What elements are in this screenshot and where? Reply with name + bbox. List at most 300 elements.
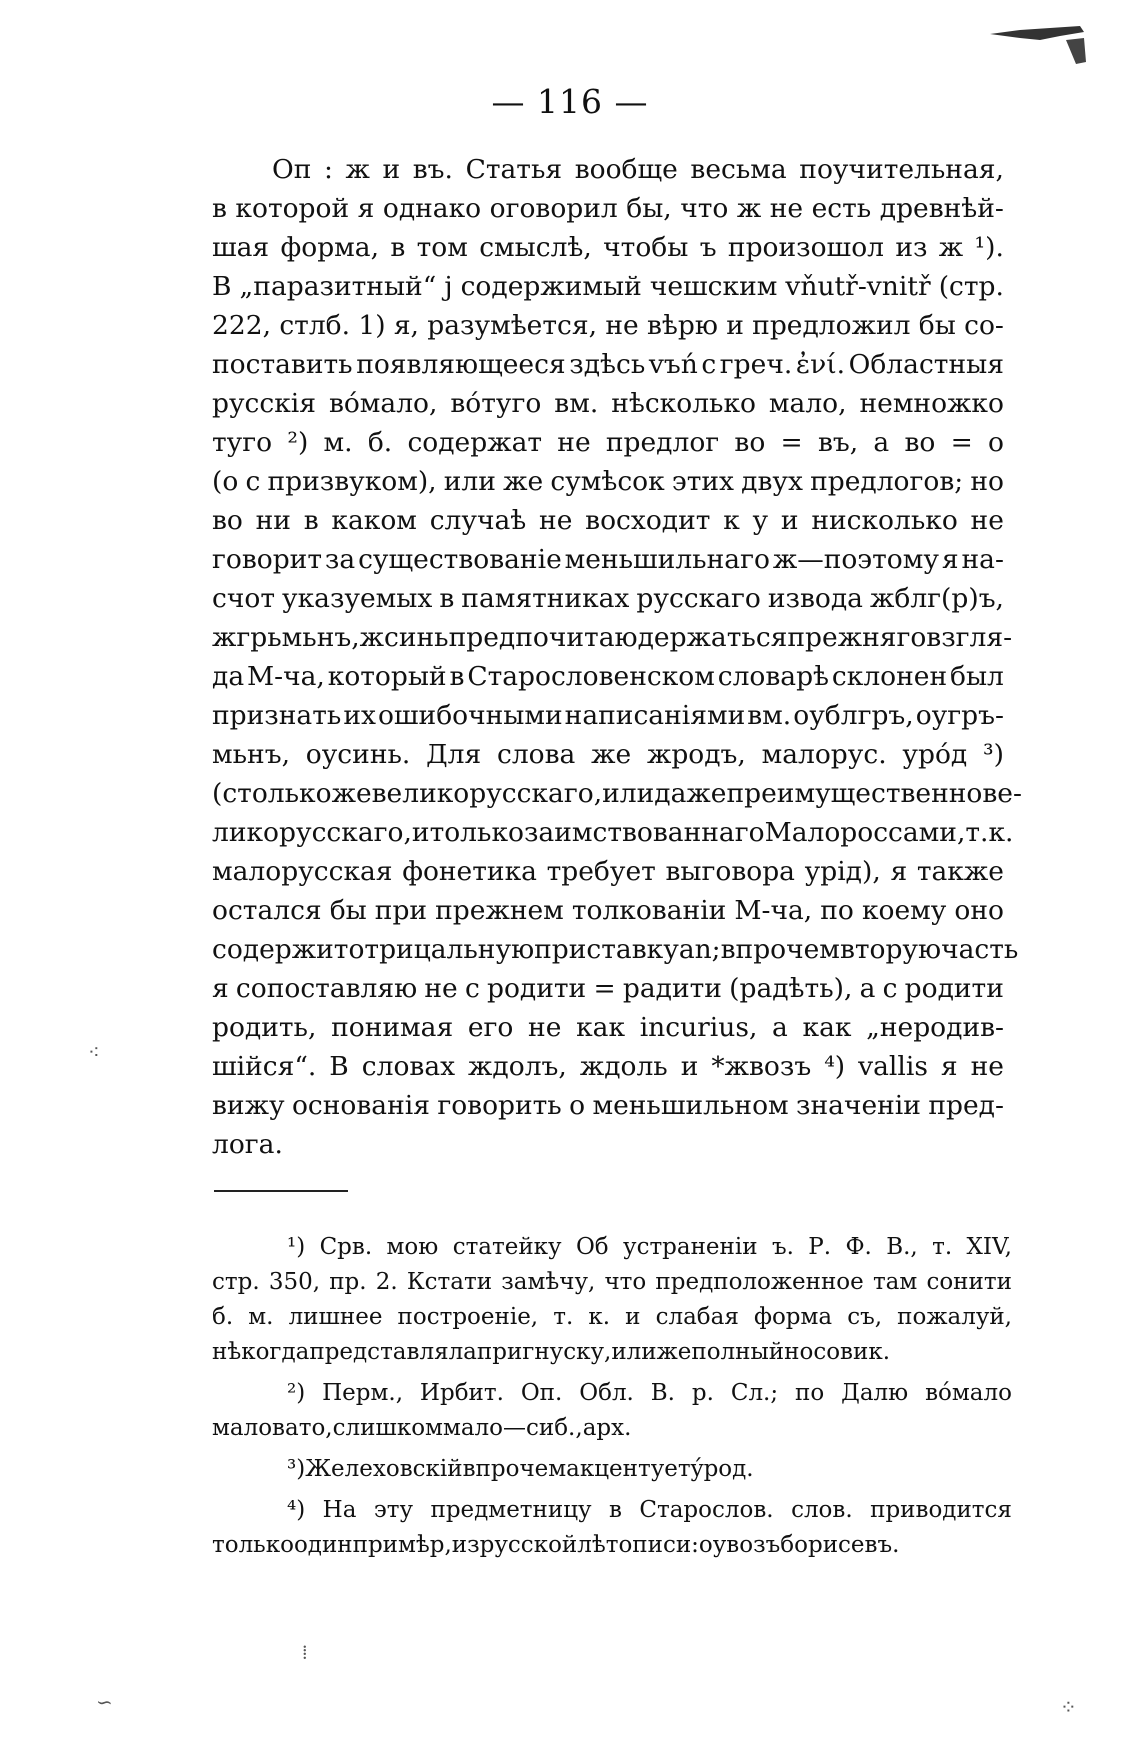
word: из xyxy=(895,232,928,263)
word: вѣрю xyxy=(646,310,718,341)
word: построеніе, xyxy=(397,1304,539,1330)
word: *жвозъ xyxy=(711,1051,812,1082)
word: акцентует xyxy=(566,1456,691,1482)
word: там xyxy=(872,1269,918,1295)
word: и xyxy=(382,154,401,185)
word: содержимый xyxy=(460,271,642,302)
word: двух xyxy=(741,466,803,497)
word: счот xyxy=(212,583,275,614)
word: к. xyxy=(588,1304,611,1330)
word: вм. xyxy=(554,388,599,419)
word: вм. xyxy=(747,700,792,731)
word: этих xyxy=(671,466,734,497)
text-line xyxy=(212,1125,1004,1164)
word: ²) xyxy=(287,427,309,458)
word: а xyxy=(873,427,890,458)
word: жблг(р)ъ, xyxy=(870,583,1004,614)
word: съ, xyxy=(847,1304,883,1330)
word: один xyxy=(293,1532,353,1558)
word: великорусскаго, xyxy=(371,778,603,809)
word: в xyxy=(608,1497,622,1523)
word: vallis xyxy=(858,1051,928,1082)
word: греч. xyxy=(719,349,793,380)
footnote-line xyxy=(212,1265,1012,1300)
word: предпочитаю xyxy=(448,622,638,653)
word: приводится xyxy=(870,1497,1012,1523)
word: б. xyxy=(212,1304,234,1330)
word: во xyxy=(212,505,243,536)
footnote xyxy=(212,1376,1012,1446)
word: слишком xyxy=(332,1415,443,1441)
footnote xyxy=(212,1493,1012,1563)
word: Р. xyxy=(808,1234,832,1260)
word: остался xyxy=(212,895,322,926)
footnote-line xyxy=(212,1376,1012,1411)
word: во xyxy=(904,427,936,458)
word: Сл.; xyxy=(730,1380,779,1406)
word: представляла xyxy=(309,1339,477,1365)
word: XIV, xyxy=(966,1234,1012,1260)
word: да xyxy=(212,661,245,692)
footnote-line xyxy=(212,1230,1012,1265)
word: ждоль xyxy=(579,1051,668,1082)
text-line xyxy=(212,150,1004,189)
word: мало, xyxy=(768,388,847,419)
footnote-line xyxy=(212,1452,1012,1487)
word: 222, xyxy=(212,310,272,341)
word: ἐνί. xyxy=(795,349,846,380)
text-line xyxy=(212,306,1004,345)
word: разумѣется, xyxy=(427,310,598,341)
word: приставку xyxy=(534,934,679,965)
word: но xyxy=(970,466,1004,497)
word: взгля- xyxy=(926,622,1013,653)
word: и xyxy=(780,505,799,536)
word: к. xyxy=(988,817,1014,848)
text-line xyxy=(212,1086,1004,1125)
text-line xyxy=(212,852,1004,891)
word: содержит xyxy=(212,934,349,965)
word: я xyxy=(357,193,375,224)
word: пригнуску, xyxy=(476,1339,612,1365)
word: шая xyxy=(212,232,270,263)
word: весьма xyxy=(690,154,787,185)
word: признать xyxy=(212,700,342,731)
word: мало xyxy=(442,1415,503,1441)
word: говорит xyxy=(212,544,322,575)
text-line xyxy=(212,462,1004,501)
word: однако xyxy=(382,193,482,224)
word: въ. xyxy=(412,154,453,185)
word: : xyxy=(323,154,333,185)
word: (радѣть), xyxy=(729,973,853,1004)
word: Областныя xyxy=(848,349,1004,380)
footnote-divider xyxy=(214,1190,348,1192)
word: не xyxy=(970,1051,1004,1082)
word: впрочем xyxy=(462,1456,567,1482)
word: бы xyxy=(918,310,956,341)
word: форма, xyxy=(280,232,379,263)
word: оно xyxy=(954,895,1004,926)
word: оублгръ, xyxy=(793,700,914,731)
text-line xyxy=(212,501,1004,540)
word: ж xyxy=(938,232,964,263)
text-line xyxy=(212,891,1004,930)
word: не xyxy=(769,193,804,224)
word: ве- xyxy=(982,778,1022,809)
word: родити xyxy=(904,973,1004,1004)
word: извода xyxy=(767,583,863,614)
word: (столько xyxy=(212,778,332,809)
word: предложил xyxy=(752,310,911,341)
word: на- xyxy=(961,544,1004,575)
word: с xyxy=(245,466,261,497)
scan-artifact-corner xyxy=(980,22,1090,67)
text-line xyxy=(212,618,1013,657)
word: словарѣ xyxy=(717,661,830,692)
word: Кстати xyxy=(406,1269,493,1295)
word: написаніями xyxy=(564,700,746,731)
word: русскія xyxy=(212,388,316,419)
word: заимствованнаго xyxy=(523,817,765,848)
word: вижу xyxy=(212,1090,285,1121)
word: сонити xyxy=(926,1269,1012,1295)
word: как xyxy=(802,1012,852,1043)
word: Статья xyxy=(465,154,563,185)
word: не xyxy=(539,505,573,536)
word: даже xyxy=(654,778,727,809)
word: лишнее xyxy=(288,1304,383,1330)
word: значеніи xyxy=(796,1090,921,1121)
word: по xyxy=(795,1380,825,1406)
footnote xyxy=(212,1452,1012,1487)
word: оувозъ xyxy=(698,1532,781,1558)
word: толкованіи xyxy=(571,895,727,926)
word: с xyxy=(464,973,480,1004)
word: ⁴) xyxy=(287,1497,306,1523)
word: ждолъ, xyxy=(468,1051,567,1082)
word: урід), xyxy=(804,856,881,887)
word: лога. xyxy=(212,1129,283,1160)
word: его xyxy=(467,1012,514,1043)
word: нѣкогда xyxy=(212,1339,310,1365)
word: что xyxy=(604,1269,647,1295)
word: родити xyxy=(487,973,587,1004)
text-line xyxy=(212,1008,1004,1047)
word: борисевъ. xyxy=(780,1532,900,1558)
word: ¹). xyxy=(974,232,1004,263)
word: слабая xyxy=(655,1304,739,1330)
word: поставить xyxy=(212,349,353,380)
word: вóмало, xyxy=(328,388,438,419)
word: есть xyxy=(811,193,872,224)
word: оусинь. xyxy=(305,739,411,770)
word: в xyxy=(212,193,227,224)
word: 350, xyxy=(268,1269,321,1295)
word: Старослов. xyxy=(639,1497,774,1523)
word: ж—поэтому xyxy=(772,544,939,575)
word: ³) xyxy=(287,1456,306,1482)
word: в xyxy=(449,661,465,692)
word: форма xyxy=(753,1304,833,1330)
word: коему xyxy=(861,895,947,926)
word: впрочем xyxy=(720,934,840,965)
word: не xyxy=(557,427,591,458)
word: incurius, xyxy=(639,1012,758,1043)
word: в xyxy=(439,583,455,614)
word: В xyxy=(329,1051,349,1082)
text-line xyxy=(212,696,1004,735)
word: Срв. xyxy=(319,1234,373,1260)
word: вообще xyxy=(574,154,678,185)
word: к xyxy=(723,505,740,536)
word: с xyxy=(701,349,717,380)
text-line xyxy=(212,579,1004,618)
word: урóд xyxy=(902,739,968,770)
word: я, xyxy=(393,310,419,341)
word: со- xyxy=(964,310,1004,341)
scan-speck: ∽ xyxy=(96,1690,113,1714)
footnote xyxy=(212,1230,1012,1370)
word: Малороссами, xyxy=(764,817,966,848)
text-line xyxy=(212,189,1004,228)
word: j xyxy=(444,271,453,302)
word: жгрьмьнъ, xyxy=(212,622,360,653)
word: „паразитный“ xyxy=(239,271,437,302)
word: я xyxy=(212,973,229,1004)
text-line xyxy=(212,384,1004,423)
word: vъń xyxy=(648,349,698,380)
word: т. xyxy=(553,1304,574,1330)
word: (о xyxy=(212,466,239,497)
word: замѣчу, xyxy=(501,1269,596,1295)
word: эту xyxy=(373,1497,414,1523)
word: арх. xyxy=(582,1415,632,1441)
word: содержат xyxy=(407,427,543,458)
word: а xyxy=(772,1012,788,1043)
word: (стр. xyxy=(938,271,1004,302)
word: = xyxy=(780,427,803,458)
word: Оп xyxy=(272,154,312,185)
word: бы xyxy=(329,895,367,926)
footnotes xyxy=(212,1230,1012,1569)
word: б. xyxy=(367,427,393,458)
word: каком xyxy=(331,505,417,536)
word: полный xyxy=(691,1339,785,1365)
word: по xyxy=(820,895,854,926)
scan-speck: ⁖ xyxy=(88,1040,100,1064)
word: не xyxy=(528,1012,562,1043)
word: В. xyxy=(650,1380,675,1406)
word: или xyxy=(602,778,655,809)
word: не xyxy=(970,505,1004,536)
word: В., xyxy=(886,1234,918,1260)
word: ликорусскаго, xyxy=(212,817,412,848)
word: ъ. xyxy=(771,1234,794,1260)
footnote-line xyxy=(212,1300,1012,1335)
word: я xyxy=(941,544,959,575)
word: Перм., xyxy=(322,1380,404,1406)
word: ⁴) xyxy=(824,1051,846,1082)
word: говорить xyxy=(437,1090,562,1121)
word: пр. xyxy=(329,1269,367,1295)
word: древнѣй- xyxy=(879,193,1004,224)
word: т. xyxy=(932,1234,953,1260)
word: м. xyxy=(323,427,353,458)
footnote-line xyxy=(212,1493,1012,1528)
word: радити xyxy=(622,973,722,1004)
word: за xyxy=(324,544,356,575)
word: вторую xyxy=(839,934,942,965)
word: р. xyxy=(691,1380,714,1406)
word: восходит xyxy=(585,505,711,536)
text-line xyxy=(212,1047,1004,1086)
word: не xyxy=(424,973,458,1004)
word: же xyxy=(331,778,372,809)
word: в xyxy=(390,232,406,263)
word: лѣтописи: xyxy=(577,1532,699,1558)
word: жродъ, xyxy=(646,739,746,770)
word: нисколько xyxy=(811,505,958,536)
word: я xyxy=(890,856,908,887)
word: На xyxy=(322,1497,357,1523)
word: а xyxy=(859,973,876,1004)
scan-speck: ⁘ xyxy=(1060,1695,1077,1719)
word: также xyxy=(916,856,1004,887)
word: требует xyxy=(546,856,656,887)
text-line xyxy=(212,345,1004,384)
word: фонетика xyxy=(402,856,537,887)
main-text xyxy=(212,150,1022,1164)
word: 1) xyxy=(358,310,386,341)
text-line xyxy=(212,267,1004,306)
word: малорусская xyxy=(212,856,393,887)
word: малорус. xyxy=(761,739,887,770)
word: часть xyxy=(941,934,1019,965)
word: призвуком), xyxy=(267,466,437,497)
word: Старословенском xyxy=(467,661,715,692)
word: = xyxy=(593,973,616,1004)
word: носовик. xyxy=(784,1339,891,1365)
word: держаться xyxy=(637,622,788,653)
word: понимая xyxy=(331,1012,454,1043)
word: поучительная, xyxy=(799,154,1004,185)
word: которой xyxy=(235,193,350,224)
word: о xyxy=(988,427,1004,458)
word: оговорил xyxy=(489,193,618,224)
word: Желеховскій xyxy=(305,1456,463,1482)
word: чешским xyxy=(649,271,778,302)
word: „неродив- xyxy=(866,1012,1004,1043)
word: Ирбит. xyxy=(419,1380,504,1406)
word: я xyxy=(940,1051,958,1082)
word: меньшильном xyxy=(592,1090,789,1121)
word: М-ча, xyxy=(734,895,813,926)
word: сопоставляю xyxy=(235,973,418,1004)
text-line xyxy=(212,657,1004,696)
word: Далю xyxy=(841,1380,909,1406)
word: статейку xyxy=(452,1234,562,1260)
word: стлб. xyxy=(279,310,351,341)
word: предлогов; xyxy=(810,466,964,497)
word: случаѣ xyxy=(429,505,527,536)
word: В xyxy=(212,271,232,302)
word: т. xyxy=(965,817,989,848)
word: и xyxy=(680,1051,699,1082)
word: — xyxy=(503,1415,526,1441)
word: с xyxy=(882,973,898,1004)
word: бы, xyxy=(626,193,672,224)
word: или xyxy=(611,1339,657,1365)
word: склонен xyxy=(831,661,948,692)
word: = xyxy=(950,427,973,458)
word: ни xyxy=(255,505,291,536)
scan-speck: ⁞ xyxy=(302,1640,308,1664)
word: чтобы xyxy=(603,232,689,263)
word: меньшильнаго xyxy=(564,544,770,575)
word: 2. xyxy=(375,1269,398,1295)
word: же xyxy=(591,739,632,770)
word: слова xyxy=(496,739,576,770)
word: памятниках xyxy=(461,583,630,614)
word: вóмало xyxy=(925,1380,1012,1406)
word: Ф. xyxy=(845,1234,872,1260)
word: же xyxy=(503,466,544,497)
word: преимущественно xyxy=(726,778,983,809)
word: пред- xyxy=(928,1090,1004,1121)
word: ж xyxy=(736,193,762,224)
word: что xyxy=(680,193,729,224)
word: существованіе xyxy=(358,544,562,575)
word: том xyxy=(416,232,468,263)
word: который xyxy=(327,661,447,692)
text-line xyxy=(212,969,1004,1008)
word: во xyxy=(734,427,766,458)
word: указуемых xyxy=(282,583,433,614)
text-line xyxy=(212,813,1014,852)
word: вóтуго xyxy=(450,388,542,419)
word: их xyxy=(343,700,376,731)
word: Оп. xyxy=(520,1380,563,1406)
word: только xyxy=(212,1532,294,1558)
word: ъ xyxy=(699,232,717,263)
text-line xyxy=(212,423,1004,462)
word: предлог xyxy=(605,427,720,458)
word: родить, xyxy=(212,1012,317,1043)
word: появляющееся xyxy=(356,349,566,380)
footnote-line xyxy=(212,1411,1012,1446)
word: о xyxy=(569,1090,586,1121)
text-line xyxy=(212,228,1004,267)
word: отрицальную xyxy=(348,934,535,965)
word: русской xyxy=(479,1532,578,1558)
word: ³) xyxy=(983,739,1004,770)
word: жсинь xyxy=(359,622,449,653)
word: был xyxy=(950,661,1004,692)
word: немножко xyxy=(859,388,1004,419)
word: примѣр, xyxy=(352,1532,452,1558)
word: стр. xyxy=(212,1269,260,1295)
word: или xyxy=(443,466,496,497)
text-line xyxy=(212,735,1004,774)
word: ошибочными xyxy=(377,700,563,731)
word: Об xyxy=(575,1234,609,1260)
word: шійся“. xyxy=(212,1051,317,1082)
word: сумѣсок xyxy=(550,466,665,497)
word: an; xyxy=(678,934,721,965)
word: словах xyxy=(361,1051,456,1082)
word: въ, xyxy=(817,427,859,458)
